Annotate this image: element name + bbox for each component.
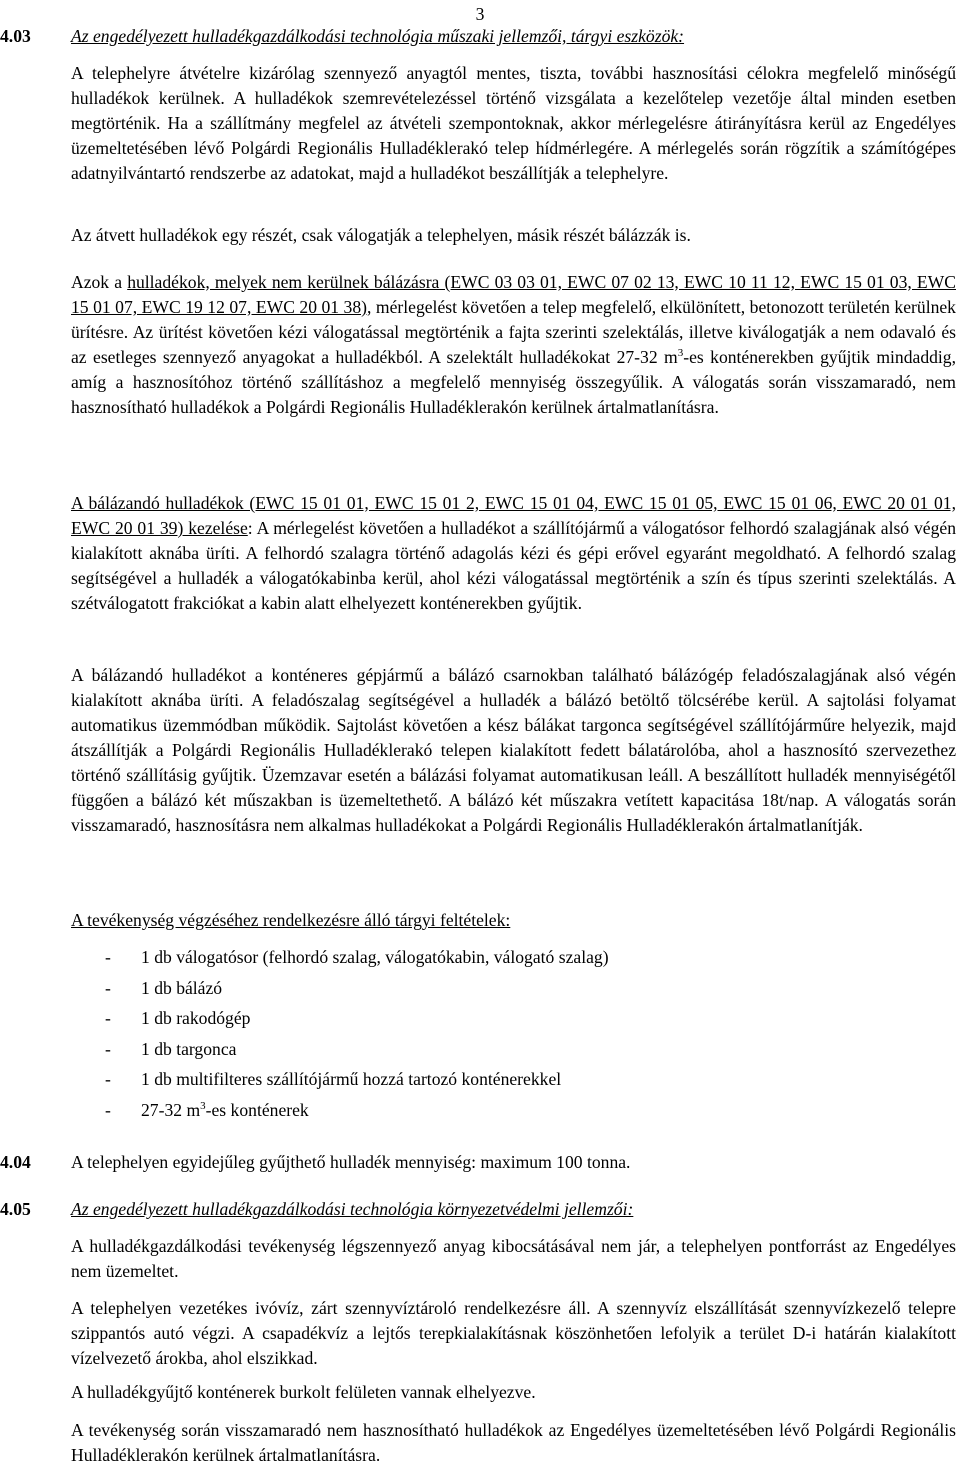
- section-text: A telephelyen egyidejűleg gyűjthető hulladék mennyiség: maximum 100 tonna.: [71, 1152, 631, 1172]
- paragraph-reception: A telephelyre átvételre kizárólag szennyező anyagtól mentes, tiszta, további hasznosítási célokra megfelelő minőségű hulladékok kerülnek. A hulladékok szemrevételezéssel történő vizsgálata a kezelőtelep vezetője által minden esetben megtörténik. Ha a szállítmány megfelel az átvételi szempontoknak, akkor mérlegelésre átirányításra kerül az Engedélyes üzemeltetésében lévő Polgárdi Regionális Hulladéklerakó telep hídmérlegére. A mérlegelés során rögzítik a számítógépes adatnyilvántartó rendszerbe az adatokat, majd a hulladékot beszállítják a telephelyre.: [71, 63, 956, 183]
- paragraph-text: -es konténerekben gyűjtik mindaddig, amíg a hasznosítóhoz történő szállításhoz a megfelelő mennyiség összegyűlik. A válogatás során visszamaradó, nem hasznosítható hulladékok a Polgárdi Regionális Hulladéklerakón kerülnek ártalmatlanításra.: [71, 347, 957, 417]
- paragraph-containers: A hulladékgyűjtő konténerek burkolt felületen vannak elhelyezve.: [71, 1382, 536, 1402]
- section-title: Az engedélyezett hulladékgazdálkodási technológia műszaki jellemzői, tárgyi eszközök:: [71, 26, 685, 46]
- list-item-text: 1 db válogatósor (felhordó szalag, válogatókabin, válogató szalag): [141, 947, 609, 967]
- paragraph-lead: Azok a: [71, 272, 128, 292]
- paragraph-sorting-baling: Az átvett hulladékok egy részét, csak válogatják a telephelyen, másik részét bálázzák is.: [71, 225, 691, 245]
- list-dash: -: [105, 1038, 111, 1059]
- list-item-text-part: -es konténerek: [205, 1099, 309, 1120]
- paragraph-residual-waste: A tevékenység során visszamaradó nem hasznosítható hulladékok az Engedélyes üzemeltetésében lévő Polgárdi Regionális Hulladéklerakón kerülnek ártalmatlanításra.: [71, 1420, 956, 1465]
- paragraph-baling-process: A bálázandó hulladékot a konténeres gépjármű a bálázó csarnokban található bálázógép feladószalagjának alsó végén kialakított aknába üríti. A feladószalag segítségével a hulladék a bálázó betöltő tölcsérébe kerül. A sajtolási folyamat automatikus üzemmódban működik. Sajtolást követően a kész bálákat targonca segítségével szállítójárműre helyezik, majd átszállítják a Polgárdi Regionális Hulladéklerakó telepen kialakított fedett bálatárolóba, ahol a hasznosító szervezethez történő szállításig gyűjtik. Üzemzavar esetén a bálázási folyamat automatikusan leáll. A beszállított hulladék mennyiségétől függően a bálázó két műszakban is üzemeltethető. A bálázó két műszakra vetített kapacitása 18t/nap. A válogatás során visszamaradó, hasznosításra nem alkalmas hulladékokat a Polgárdi Regionális Hulladéklerakón ártalmatlanítják.: [71, 665, 956, 835]
- paragraph-text: , mérlegelést követően a telep megfelelő, elkülönített, betonozott területén kerülnek ürítésre. Az ürítést követően kézi válogatással megtörténik a fajta szerinti szelektálás, illetve kiválogatják a nem odavaló és az esetleges szennyező anyagokat a hulladékból. A szelektált hulladékokat 27-32 m: [71, 297, 956, 367]
- list-item-text: 1 db multifilteres szállítójármű hozzá tartozó konténerekkel: [141, 1069, 562, 1089]
- baled-waste-codes: A bálázandó hulladékok (EWC 15 01 01, EWC 15 01 2, EWC 15 01 04, EWC 15 01 05, EWC 15 01 06, EWC 20 01 01, EWC 20 01 39) kezelése: [71, 493, 956, 538]
- list-dash: -: [105, 1099, 111, 1120]
- superscript: 3: [677, 347, 684, 360]
- section-title: Az engedélyezett hulladékgazdálkodási technológia környezetvédelmi jellemzői:: [71, 1199, 634, 1219]
- list-dash: -: [105, 947, 111, 967]
- list-dash: -: [105, 1008, 111, 1028]
- section-number: 4.05: [0, 1199, 31, 1219]
- equipment-list-heading: A tevékenység végzéséhez rendelkezésre álló tárgyi feltételek:: [71, 910, 511, 930]
- paragraph-emissions: A hulladékgazdálkodási tevékenység légszennyező anyag kibocsátásával nem jár, a telephelyen pontforrást az Engedélyes nem üzemeltet.: [71, 1236, 956, 1281]
- non-baled-waste-codes: hulladékok, melyek nem kerülnek bálázásra (EWC 03 03 01, EWC 07 02 13, EWC 10 11 12, EWC 15 01 03, EWC 15 01 07, EWC 19 12 07, EWC 20 01 38): [71, 272, 956, 317]
- list-item-text: 1 db targonca: [141, 1038, 237, 1059]
- page-number: 3: [475, 4, 485, 24]
- list-item-text: [141, 1098, 309, 1123]
- list-item-text: 1 db rakodógép: [141, 1008, 251, 1028]
- list-dash: -: [105, 977, 111, 998]
- list-item-text: 1 db bálázó: [141, 977, 223, 998]
- section-number: 4.03: [0, 26, 31, 46]
- list-dash: -: [105, 1069, 111, 1089]
- superscript: 3: [200, 1099, 206, 1112]
- paragraph-baled-waste: [71, 491, 956, 616]
- paragraph-text: : A mérlegelést követően a hulladékot a szállítójármű a válogatósor felhordó szalagjának alsó végén kialakított aknába üríti. A felhordó szalagra történő adagolás kézi és gépi erővel egyaránt megoldható. A felhordó szalag segítségével a hulladék a válogatókabinba kerül, ahol kézi válogatással megtörténik a szín és típus szerinti szelektálás. A szétválogatott frakciókat a kabin alatt elhelyezett konténerekben gyűjtik.: [71, 518, 956, 613]
- section-number: 4.04: [0, 1152, 31, 1172]
- paragraph-non-baled-waste: [71, 270, 956, 420]
- paragraph-water: A telephelyen vezetékes ivóvíz, zárt szennyvíztároló rendelkezésre áll. A szennyvíz elszállítását szennyvízkezelő telepre szippantós autó végzi. A csapadékvíz a lejtős terepkialakításnak köszönhetően lefolyik a terület D-i határán kialakított vízelvezető árokba, ahol elszikkad.: [71, 1298, 956, 1368]
- list-item-text-part: 27-32 m: [141, 1099, 201, 1120]
